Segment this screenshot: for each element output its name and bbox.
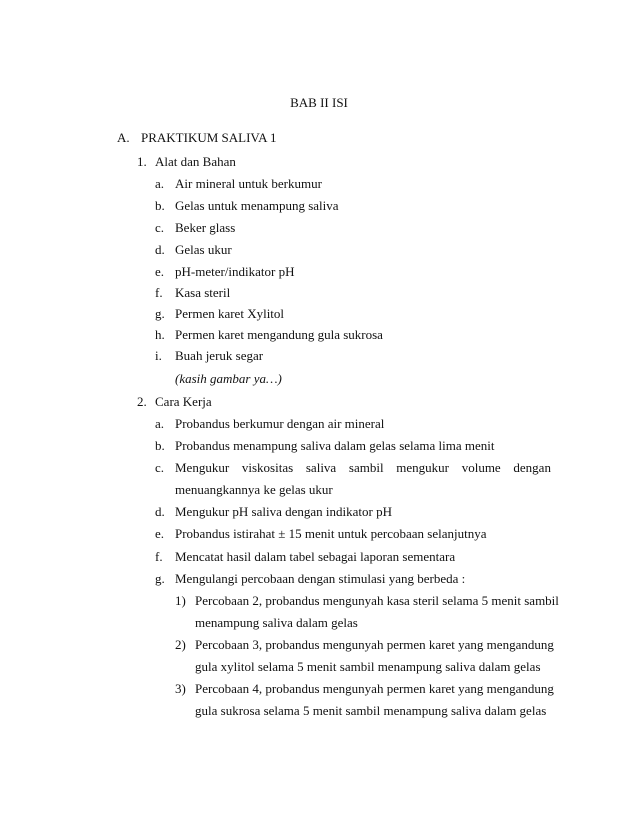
list-item: Gelas ukur xyxy=(175,242,232,257)
sublist-item: Percobaan 4, probandus mengunyah permen karet yang mengandung xyxy=(195,681,554,696)
list-item-marker: d. xyxy=(155,504,165,519)
list-item-marker: c. xyxy=(155,220,165,235)
list-item-marker: f. xyxy=(155,549,163,564)
sublist-item: Percobaan 3, probandus mengunyah permen karet yang mengandung xyxy=(195,637,554,652)
sublist-marker: 3) xyxy=(175,681,186,696)
list-item: Buah jeruk segar xyxy=(175,348,264,363)
sublist-item-continuation: gula sukrosa selama 5 menit sambil menampung saliva dalam gelas xyxy=(195,703,547,718)
list-item: Probandus istirahat ± 15 menit untuk percobaan selanjutnya xyxy=(175,526,487,541)
section-marker: A. xyxy=(117,130,130,145)
list-item: pH-meter/indikator pH xyxy=(175,264,295,279)
list-item: Gelas untuk menampung saliva xyxy=(175,198,339,213)
word: viskositas xyxy=(241,460,294,475)
image-note: (kasih gambar ya…) xyxy=(175,371,282,386)
list-item: Mengulangi percobaan dengan stimulasi yang berbeda : xyxy=(175,571,466,586)
sublist-item-continuation: menampung saliva dalam gelas xyxy=(195,615,358,630)
word: volume xyxy=(461,460,501,475)
list-item-marker: b. xyxy=(155,198,165,213)
subsection-heading: Cara Kerja xyxy=(155,394,212,409)
list-item-marker: d. xyxy=(155,242,165,257)
word: Mengukur xyxy=(175,460,230,475)
list-item: Air mineral untuk berkumur xyxy=(175,176,322,191)
list-item-marker: g. xyxy=(155,306,165,321)
list-item: Mengukur pH saliva dengan indikator pH xyxy=(175,504,392,519)
sublist-item-continuation: gula xylitol selama 5 menit sambil menampung saliva dalam gelas xyxy=(195,659,541,674)
list-item-marker: g. xyxy=(155,571,165,586)
list-item-justified xyxy=(175,460,551,476)
word: dengan xyxy=(513,460,551,475)
sublist-marker: 1) xyxy=(175,593,186,608)
page-title: BAB II ISI xyxy=(290,95,348,110)
section-heading: PRAKTIKUM SALIVA 1 xyxy=(141,130,277,145)
list-item: Probandus menampung saliva dalam gelas selama lima menit xyxy=(175,438,495,453)
list-item: Beker glass xyxy=(175,220,236,235)
list-item-marker: a. xyxy=(155,416,165,431)
list-item: Mencatat hasil dalam tabel sebagai laporan sementara xyxy=(175,549,456,564)
list-item-marker: a. xyxy=(155,176,165,191)
word: mengukur xyxy=(396,460,449,475)
list-item-marker: i. xyxy=(155,348,162,363)
list-item-marker: e. xyxy=(155,526,165,541)
word: saliva xyxy=(305,460,337,475)
list-item: Kasa steril xyxy=(175,285,231,300)
list-item-continuation: menuangkannya ke gelas ukur xyxy=(175,482,333,497)
list-item-marker: f. xyxy=(155,285,163,300)
list-marker: 2. xyxy=(137,394,147,409)
list-item: Permen karet Xylitol xyxy=(175,306,285,321)
list-item-marker: c. xyxy=(155,460,165,475)
list-item-marker: e. xyxy=(155,264,165,279)
list-item-marker: b. xyxy=(155,438,165,453)
sublist-item: Percobaan 2, probandus mengunyah kasa steril selama 5 menit sambil xyxy=(195,593,559,608)
list-marker: 1. xyxy=(137,154,147,169)
list-item: Permen karet mengandung gula sukrosa xyxy=(175,327,383,342)
sublist-marker: 2) xyxy=(175,637,186,652)
list-item-marker: h. xyxy=(155,327,165,342)
list-item: Probandus berkumur dengan air mineral xyxy=(175,416,385,431)
subsection-heading: Alat dan Bahan xyxy=(155,154,236,169)
word: sambil xyxy=(348,460,384,475)
